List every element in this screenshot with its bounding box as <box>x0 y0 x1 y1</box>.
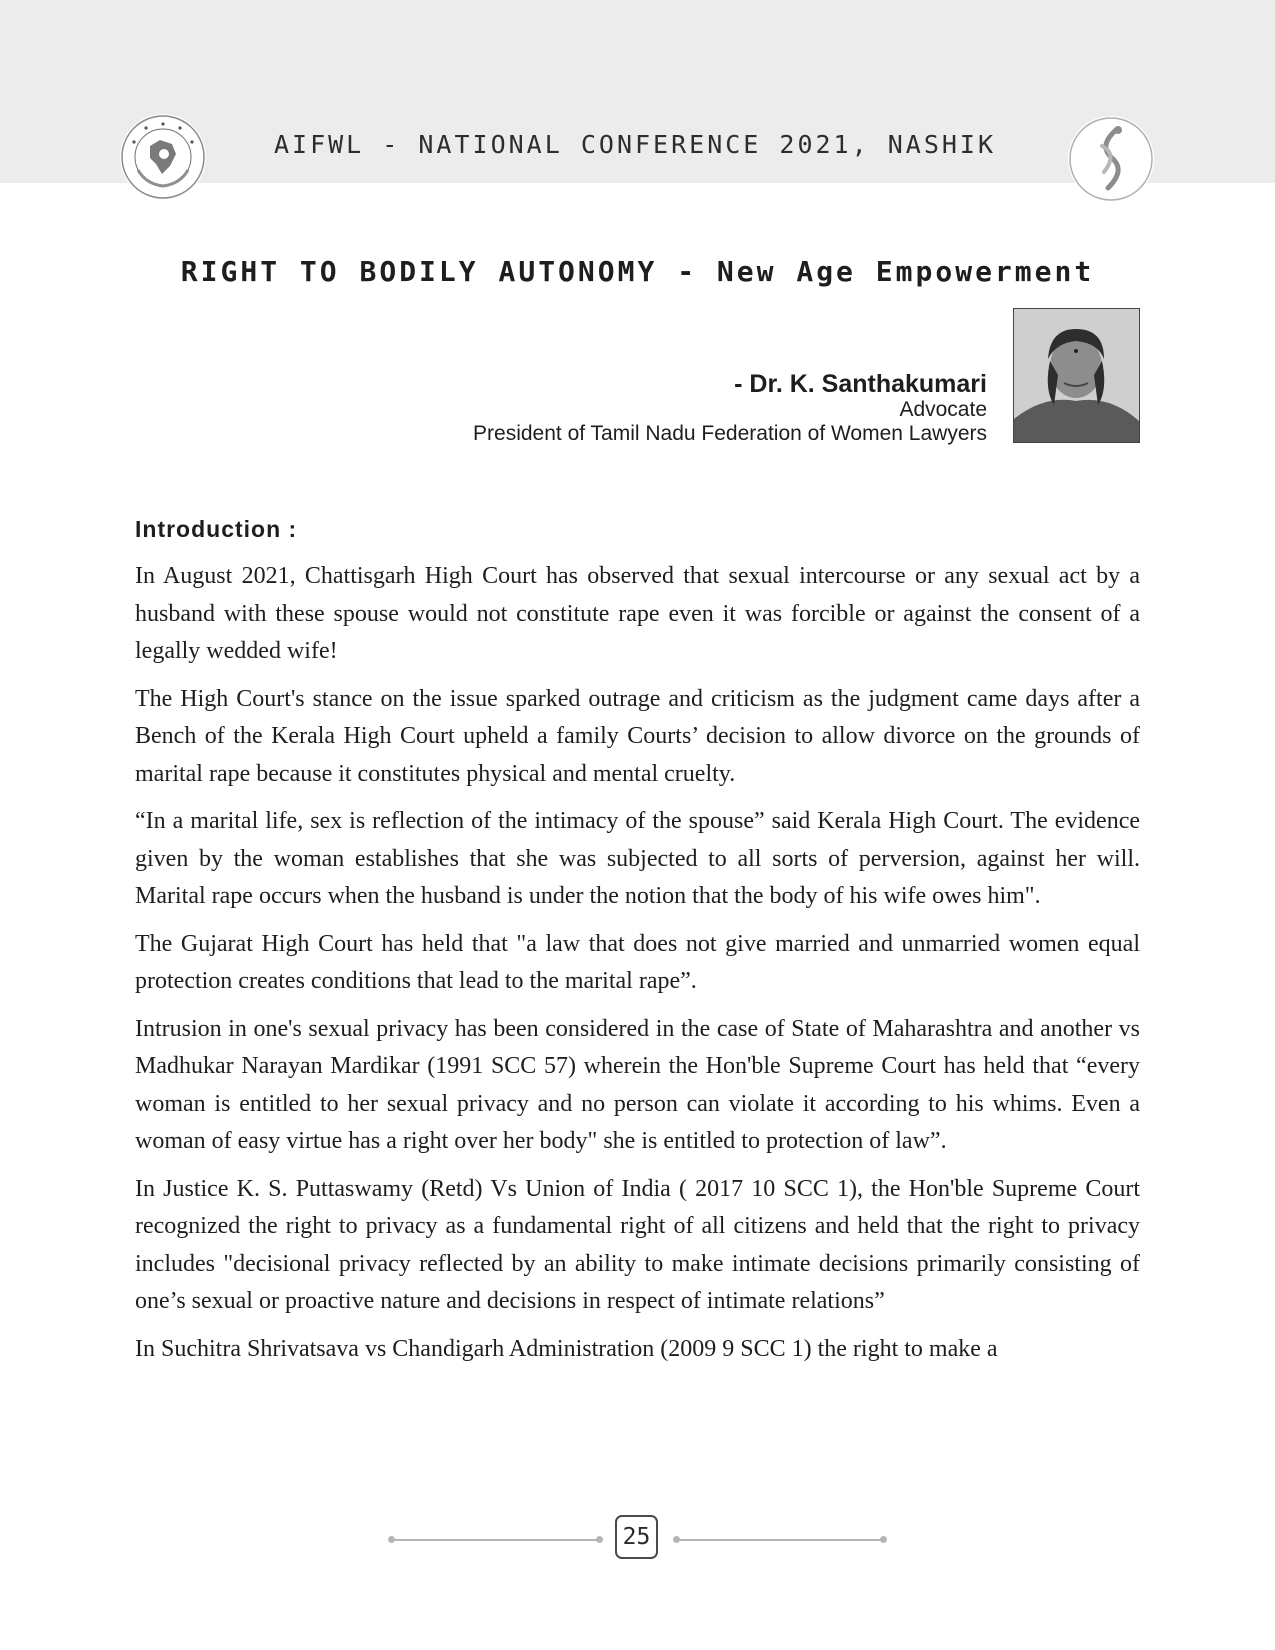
paragraph: In Justice K. S. Puttaswamy (Retd) Vs Union of India ( 2017 10 SCC 1), the Hon'ble Supreme Court recognized the right to privacy as a fundamental right of all citizens and held that the right to privacy includes "decisional privacy reflected by an ability to make intimate decisions primarily consisting of one’s sexual or proactive nature and decisions in respect of intimate relations” <box>135 1175 1140 1314</box>
author-role: Advocate <box>899 398 987 421</box>
article-title: RIGHT TO BODILY AUTONOMY - New Age Empowerment <box>180 255 1095 288</box>
paragraph: The High Court's stance on the issue sparked outrage and criticism as the judgment came days after a Bench of the Kerala High Court upheld a family Courts’ decision to allow divorce on the grounds of marital rape because it constitutes physical and mental cruelty. <box>135 685 1140 787</box>
author-portrait-icon <box>1013 308 1140 443</box>
strong-woman-strong-nation-icon <box>1068 116 1154 202</box>
paragraph: The Gujarat High Court has held that "a law that does not give married and unmarried women equal protection creates conditions that lead to the marital rape”. <box>135 930 1140 994</box>
footer-dot <box>880 1536 887 1543</box>
page-footer <box>0 1515 1275 1563</box>
conference-header-title: AIFWL - NATIONAL CONFERENCE 2021, NASHIK <box>273 130 997 159</box>
footer-divider-right <box>676 1539 883 1541</box>
page-number: 25 <box>615 1515 658 1559</box>
article-body <box>135 558 1140 1378</box>
author-name: - Dr. K. Santhakumari <box>734 370 987 398</box>
section-heading-introduction: Introduction : <box>135 516 298 542</box>
author-block <box>473 370 987 446</box>
footer-divider-left <box>391 1539 598 1541</box>
paragraph: In August 2021, Chattisgarh High Court has observed that sexual intercourse or any sexual act by a husband with these spouse would not constitute rape even it was forcible or against the consent of a legally wedded wife! <box>135 563 1140 664</box>
aifwl-emblem-icon <box>120 114 206 200</box>
footer-dot <box>596 1536 603 1543</box>
author-organization: President of Tamil Nadu Federation of Women Lawyers <box>473 422 987 445</box>
paragraph: In Suchitra Shrivatsava vs Chandigarh Administration (2009 9 SCC 1) the right to make a <box>135 1335 998 1362</box>
paragraph: “In a marital life, sex is reflection of the intimacy of the spouse” said Kerala High Court. The evidence given by the woman establishes that she was subjected to all sorts of perversion, against her will. Marital rape occurs when the husband is under the notion that the body of his wife owes him". <box>135 808 1140 909</box>
paragraph: Intrusion in one's sexual privacy has been considered in the case of State of Maharashtra and another vs Madhukar Narayan Mardikar (1991 SCC 57) wherein the Hon'ble Supreme Court has held that “every woman is entitled to her sexual privacy and no person can violate it according to his whims. Even a woman of easy virtue has a right over her body" she is entitled to protection of law”. <box>135 1015 1140 1154</box>
